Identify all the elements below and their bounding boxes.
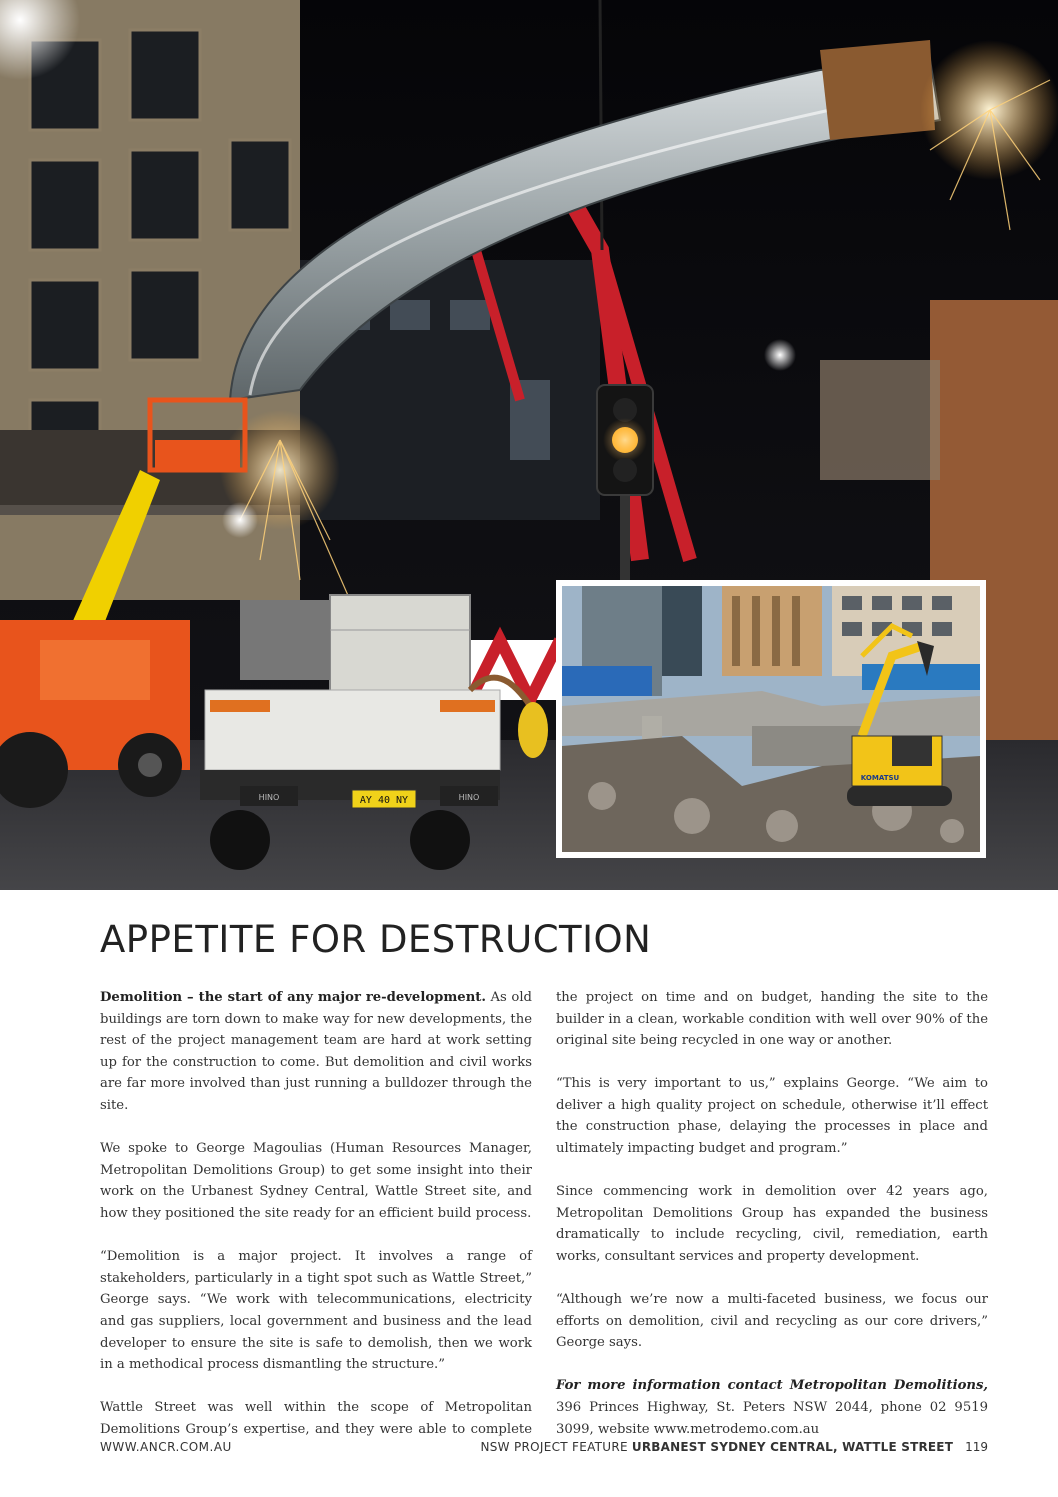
- paragraph-4-continuation: the project on time and on budget, handing the site to the builder in a clean, workable condition with well over 90% of the original site being recycled in one way or another.: [556, 990, 988, 1049]
- lead-text: As old buildings are torn down to make way for new developments, the rest of the project management team are hard at work setting up for the construction to come. But demolition and civil works are far more involved than just running a bulldozer through the site.: [100, 990, 532, 1113]
- paragraph-7: “Although we’re now a multi-faceted business, we focus our efforts on demolition, civil and recycling as our core drivers,” George says.: [556, 1291, 988, 1351]
- paragraph-4: Wattle Street was well within the scope of Metropolitan Demolitions Group’s expertise, and they were able to complete: [100, 1400, 532, 1437]
- article-column-left: [100, 987, 532, 1440]
- mudflap-left: HINO: [258, 793, 280, 802]
- paragraph-5: “This is very important to us,” explains George. “We aim to deliver a high quality project on schedule, otherwise it’ll effect the construction phase, delaying the processes in place and ultimately impacting budget and program.”: [556, 1076, 988, 1156]
- article-column-right: [556, 987, 988, 1462]
- paragraph-lead: [100, 987, 532, 1117]
- truck-plate: AY 40 NY: [359, 795, 409, 806]
- page-number: 119: [965, 1440, 988, 1454]
- daytime-demolition-scene: [562, 586, 980, 852]
- paragraph-6: Since commencing work in demolition over 42 years ago, Metropolitan Demolitions Group has expanded the business dramatically to include recycling, civil, remediation, earth works, consultant services and property development.: [556, 1183, 988, 1264]
- article-title: APPETITE FOR DESTRUCTION: [100, 918, 652, 961]
- page-footer: [100, 1440, 988, 1460]
- contact-details: 396 Princes Highway, St. Peters NSW 2044, phone 02 9519 3099, website www.metrodemo.com.au: [556, 1399, 988, 1437]
- excavator-brand: KOMATSU: [860, 774, 900, 782]
- footer-right: [480, 1440, 988, 1454]
- contact-bold: For more information contact Metropolitan Demolitions,: [556, 1378, 988, 1394]
- inset-photo: [556, 580, 986, 858]
- paragraph-3: “Demolition is a major project. It involves a range of stakeholders, particularly in a tight spot such as Wattle Street,” George says. “We work with telecommunications, electricity and gas suppliers, local government and business and the lead developer to ensure the site is safe to demolish, then we work in a methodical process dismantling the structure.”: [100, 1249, 532, 1373]
- mudflap-right: HINO: [458, 793, 480, 802]
- footer-feature: NSW PROJECT FEATURE: [480, 1440, 628, 1454]
- contact-info: [556, 1375, 988, 1440]
- footer-project: URBANEST SYDNEY CENTRAL, WATTLE STREET: [631, 1440, 954, 1454]
- footer-website: WWW.ANCR.COM.AU: [100, 1440, 232, 1454]
- paragraph-2: We spoke to George Magoulias (Human Resources Manager, Metropolitan Demolitions Group) to get some insight into their work on the Urbanest Sydney Central, Wattle Street site, and how they positioned the site ready for an efficient build process.: [100, 1141, 532, 1221]
- lead-bold: Demolition – the start of any major re-development.: [100, 990, 486, 1005]
